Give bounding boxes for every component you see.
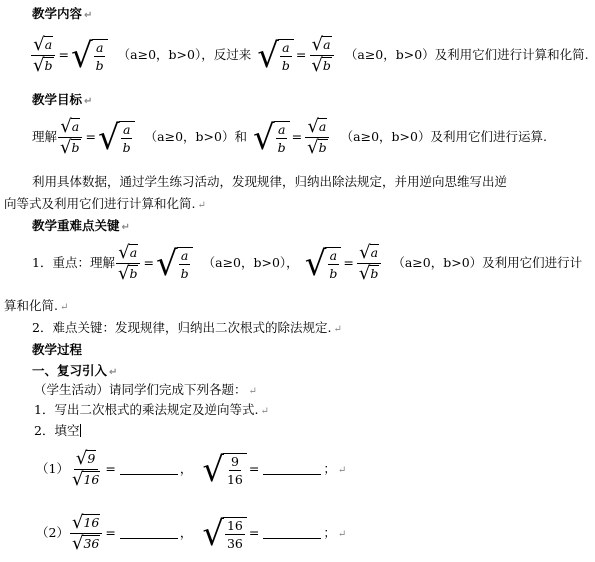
section-heading-content: 教学内容 ↵ [32, 6, 93, 21]
sqrt-a-over-b: √ $\frac{a}{b}$ [71, 39, 108, 73]
fill-blank-2: （2） √ 16 √ 36 = ， √ $\frac{16}{36}$ = ； ↵ [36, 512, 347, 554]
section-heading-process: 教学过程 [32, 342, 83, 357]
answer-blank[interactable] [120, 538, 178, 539]
key-point-1: 1．重点：理解 √ a √ b = √ $\frac{a}{b}$ （a≥0，b>0）， √ $\frac{a}{b}$ = √ a √ b （a≥0，b>0）及利用它们进行计 [32, 242, 583, 284]
goal-line-2: 利用具体数据，通过学生练习活动，发现规律，归纳出除法规定，并用逆向思维写出逆 [32, 174, 508, 189]
subheading-review: 一、复习引入 ↵ [32, 363, 118, 378]
section-heading-goals: 教学目标 ↵ [32, 92, 93, 107]
question-1: 1．写出二次根式的乘法规定及逆向等式. ↵ [34, 402, 269, 417]
fill-blank-1: （1） √ 9 √ 16 = ， √ $\frac{9}{16}$ = ； ↵ [36, 448, 347, 490]
goal-line-2-cont: 向等式及利用它们进行计算和化简. ↵ [4, 196, 206, 211]
frac-sqrt-a-over-sqrt-b: √ a √ b [31, 36, 56, 75]
key-point-1-cont: 算和化简. ↵ [4, 298, 69, 313]
answer-blank[interactable] [263, 474, 321, 475]
key-point-2: 2．难点关键：发现规律，归纳出二次根式的除法规定. ↵ [32, 320, 342, 335]
question-2: 2．填空 [34, 423, 80, 438]
goal-line-1: 理解 √ a √ b = √ $\frac{a}{b}$ （a≥0，b>0）和 √ $\frac{a}{b}$ = √ a √ b （a≥0，b>0）及利用它们进行运算. [32, 116, 547, 158]
sqrt-a-over-b-2: √ $\frac{a}{b}$ [257, 39, 294, 73]
student-activity: （学生活动）请同学们完成下列各题： ↵ [34, 382, 257, 397]
answer-blank[interactable] [263, 538, 321, 539]
frac-sqrt-a-over-sqrt-b-2: √ a √ b [309, 36, 334, 75]
answer-blank[interactable] [120, 474, 178, 475]
section-heading-keypoints: 教学重难点关键 ↵ [32, 218, 130, 233]
text-cursor [80, 424, 81, 437]
formula-line-content: √ a √ b = √ $\frac{a}{b}$ （a≥0，b>0），反过来 √ $\frac{a}{b}$ = √ a √ b （a≥0，b>0）及利用它们进行计算和化简. [33, 34, 589, 76]
